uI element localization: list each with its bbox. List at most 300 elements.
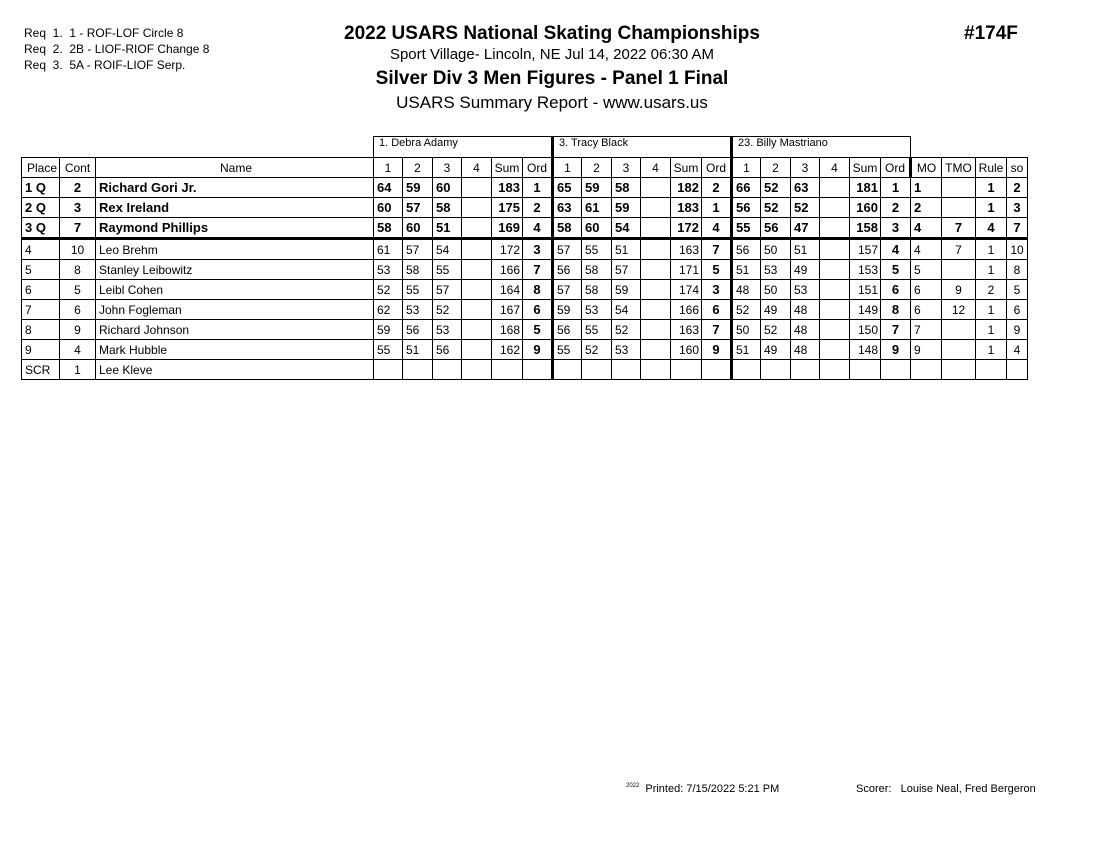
judge-ordinal-cell: 5 bbox=[881, 260, 911, 280]
judge-ordinal-cell: 1 bbox=[702, 198, 732, 218]
judge-score-cell bbox=[641, 300, 671, 320]
judge-name: 3. Tracy Black bbox=[553, 137, 732, 158]
judge-score-cell: 51 bbox=[732, 260, 761, 280]
header-cont: Cont bbox=[60, 158, 96, 178]
tmo-cell: 9 bbox=[942, 280, 976, 300]
mo-cell: 4 bbox=[911, 218, 942, 239]
tmo-cell bbox=[942, 360, 976, 380]
judge-score-cell bbox=[732, 360, 761, 380]
judge-sum-cell: 183 bbox=[671, 198, 702, 218]
judge-score-cell bbox=[820, 260, 850, 280]
header-score-3: 3 bbox=[433, 158, 462, 178]
judge-score-cell bbox=[820, 280, 850, 300]
event-title: Silver Div 3 Men Figures - Panel 1 Final bbox=[375, 68, 729, 89]
header-ord: Ord bbox=[702, 158, 732, 178]
printed-timestamp bbox=[626, 783, 779, 795]
place-cell: 1 Q bbox=[22, 178, 60, 198]
place-cell: 2 Q bbox=[22, 198, 60, 218]
judge-score-cell: 60 bbox=[374, 198, 403, 218]
skater-name-cell: Richard Johnson bbox=[96, 320, 374, 340]
tmo-cell bbox=[942, 340, 976, 360]
results-table bbox=[21, 136, 1028, 380]
judge-score-cell bbox=[641, 218, 671, 239]
cont-cell: 5 bbox=[60, 280, 96, 300]
judge-score-cell: 58 bbox=[553, 218, 582, 239]
column-header-row bbox=[22, 158, 1028, 178]
judge-ordinal-cell: 2 bbox=[523, 198, 553, 218]
header-score-2: 2 bbox=[582, 158, 612, 178]
judge-score-cell: 58 bbox=[612, 178, 641, 198]
place-cell: 5 bbox=[22, 260, 60, 280]
judge-score-cell: 52 bbox=[791, 198, 820, 218]
so-cell: 6 bbox=[1007, 300, 1028, 320]
judge-score-cell: 59 bbox=[374, 320, 403, 340]
judge-score-cell: 61 bbox=[374, 239, 403, 260]
header-score-1: 1 bbox=[732, 158, 761, 178]
judge-score-cell: 55 bbox=[553, 340, 582, 360]
judge-sum-cell: 171 bbox=[671, 260, 702, 280]
footer-code: 2022 bbox=[626, 783, 640, 790]
judge-ordinal-cell: 9 bbox=[702, 340, 732, 360]
judge-ordinal-cell: 7 bbox=[702, 239, 732, 260]
judge-score-cell bbox=[462, 360, 492, 380]
championship-title: 2022 USARS National Skating Championships bbox=[344, 23, 760, 44]
judge-score-cell: 56 bbox=[403, 320, 433, 340]
judge-sum-cell: 160 bbox=[671, 340, 702, 360]
judge-score-cell bbox=[462, 198, 492, 218]
table-row bbox=[22, 360, 1028, 380]
header-sum: Sum bbox=[671, 158, 702, 178]
judge-score-cell: 50 bbox=[732, 320, 761, 340]
requirement-2: Req 2. 2B - LIOF-RIOF Change 8 bbox=[24, 42, 210, 56]
judge-score-cell: 53 bbox=[433, 320, 462, 340]
judge-ordinal-cell bbox=[523, 360, 553, 380]
judge-sum-cell: 163 bbox=[671, 239, 702, 260]
header-rule: Rule bbox=[976, 158, 1007, 178]
header-name: Name bbox=[96, 158, 374, 178]
judge-sum-cell: 158 bbox=[850, 218, 881, 239]
table-row bbox=[22, 280, 1028, 300]
judge-ordinal-cell: 8 bbox=[523, 280, 553, 300]
judge-sum-cell: 149 bbox=[850, 300, 881, 320]
judge-sum-cell: 174 bbox=[671, 280, 702, 300]
judge-score-cell: 48 bbox=[791, 300, 820, 320]
mo-cell: 6 bbox=[911, 280, 942, 300]
judge-score-cell bbox=[462, 239, 492, 260]
judge-ordinal-cell: 7 bbox=[702, 320, 732, 340]
judge-score-cell: 63 bbox=[791, 178, 820, 198]
judge-score-cell: 57 bbox=[553, 239, 582, 260]
judge-score-cell: 52 bbox=[761, 178, 791, 198]
cont-cell: 2 bbox=[60, 178, 96, 198]
skater-name-cell: Raymond Phillips bbox=[96, 218, 374, 239]
judge-score-cell: 52 bbox=[433, 300, 462, 320]
header-score-3: 3 bbox=[791, 158, 820, 178]
judge-score-cell bbox=[462, 340, 492, 360]
judge-score-cell: 53 bbox=[612, 340, 641, 360]
judge-ordinal-cell: 3 bbox=[881, 218, 911, 239]
judge-score-cell: 50 bbox=[761, 280, 791, 300]
judge-score-cell: 51 bbox=[433, 218, 462, 239]
judge-score-cell bbox=[641, 239, 671, 260]
judge-sum-cell: 169 bbox=[492, 218, 523, 239]
judge-score-cell: 51 bbox=[791, 239, 820, 260]
header-score-2: 2 bbox=[761, 158, 791, 178]
table-row bbox=[22, 178, 1028, 198]
judge-score-cell bbox=[820, 178, 850, 198]
table-row bbox=[22, 320, 1028, 340]
judge-name: 1. Debra Adamy bbox=[374, 137, 553, 158]
so-cell: 8 bbox=[1007, 260, 1028, 280]
tmo-cell bbox=[942, 260, 976, 280]
judge-score-cell: 58 bbox=[582, 280, 612, 300]
judge-score-cell: 62 bbox=[374, 300, 403, 320]
judge-score-cell bbox=[462, 178, 492, 198]
judge-score-cell: 49 bbox=[761, 340, 791, 360]
judge-score-cell: 53 bbox=[582, 300, 612, 320]
judge-ordinal-cell: 7 bbox=[881, 320, 911, 340]
judge-score-cell: 53 bbox=[403, 300, 433, 320]
judge-sum-cell: 160 bbox=[850, 198, 881, 218]
judge-score-cell: 54 bbox=[612, 218, 641, 239]
judge-score-cell: 57 bbox=[553, 280, 582, 300]
judge-score-cell: 56 bbox=[761, 218, 791, 239]
judge-ordinal-cell: 2 bbox=[702, 178, 732, 198]
skater-name-cell: John Fogleman bbox=[96, 300, 374, 320]
venue-date: Sport Village- Lincoln, NE Jul 14, 2022 06:30 AM bbox=[389, 46, 715, 63]
judge-sum-cell: 157 bbox=[850, 239, 881, 260]
judge-score-cell: 56 bbox=[553, 320, 582, 340]
mo-cell: 1 bbox=[911, 178, 942, 198]
judge-score-cell: 64 bbox=[374, 178, 403, 198]
judge-score-cell: 52 bbox=[582, 340, 612, 360]
place-cell: 3 Q bbox=[22, 218, 60, 239]
judge-score-cell bbox=[641, 198, 671, 218]
judge-score-cell: 56 bbox=[433, 340, 462, 360]
header-score-3: 3 bbox=[612, 158, 641, 178]
header-sum: Sum bbox=[850, 158, 881, 178]
judge-score-cell bbox=[641, 280, 671, 300]
judge-score-cell: 53 bbox=[761, 260, 791, 280]
judge-score-cell bbox=[820, 360, 850, 380]
judge-score-cell: 47 bbox=[791, 218, 820, 239]
judge-ordinal-cell: 9 bbox=[881, 340, 911, 360]
judge-score-cell: 60 bbox=[403, 218, 433, 239]
judge-score-cell: 59 bbox=[553, 300, 582, 320]
cont-cell: 3 bbox=[60, 198, 96, 218]
judge-score-cell: 63 bbox=[553, 198, 582, 218]
so-cell: 2 bbox=[1007, 178, 1028, 198]
header-mo: MO bbox=[911, 158, 942, 178]
rule-cell bbox=[976, 360, 1007, 380]
judge-ordinal-cell bbox=[881, 360, 911, 380]
printed-text: Printed: 7/15/2022 5:21 PM bbox=[645, 783, 780, 795]
header-ord: Ord bbox=[523, 158, 553, 178]
header-score-4: 4 bbox=[641, 158, 671, 178]
mo-cell: 5 bbox=[911, 260, 942, 280]
report-subtitle: USARS Summary Report - www.usars.us bbox=[396, 93, 708, 112]
judge-score-cell: 56 bbox=[553, 260, 582, 280]
judge-score-cell: 55 bbox=[582, 320, 612, 340]
so-cell: 5 bbox=[1007, 280, 1028, 300]
judge-ordinal-cell: 5 bbox=[523, 320, 553, 340]
judge-score-cell: 53 bbox=[791, 280, 820, 300]
judge-score-cell: 52 bbox=[374, 280, 403, 300]
judge-score-cell bbox=[553, 360, 582, 380]
place-cell: 9 bbox=[22, 340, 60, 360]
judge-ordinal-cell: 1 bbox=[881, 178, 911, 198]
header-ord: Ord bbox=[881, 158, 911, 178]
cont-cell: 4 bbox=[60, 340, 96, 360]
judge-ordinal-cell: 3 bbox=[702, 280, 732, 300]
judge-score-cell: 55 bbox=[403, 280, 433, 300]
judge-score-cell: 58 bbox=[433, 198, 462, 218]
tmo-cell bbox=[942, 198, 976, 218]
judge-score-cell bbox=[641, 340, 671, 360]
judge-sum-cell: 151 bbox=[850, 280, 881, 300]
judge-score-cell: 58 bbox=[582, 260, 612, 280]
judge-score-cell: 57 bbox=[403, 198, 433, 218]
rule-cell: 1 bbox=[976, 178, 1007, 198]
judge-ordinal-cell: 7 bbox=[523, 260, 553, 280]
judge-score-cell: 59 bbox=[612, 280, 641, 300]
mo-cell: 9 bbox=[911, 340, 942, 360]
judge-score-cell: 59 bbox=[403, 178, 433, 198]
judge-sum-cell: 148 bbox=[850, 340, 881, 360]
header-so: so bbox=[1007, 158, 1028, 178]
skater-name-cell: Stanley Leibowitz bbox=[96, 260, 374, 280]
so-cell: 10 bbox=[1007, 239, 1028, 260]
judge-sum-cell: 166 bbox=[671, 300, 702, 320]
place-cell: SCR bbox=[22, 360, 60, 380]
judge-score-cell bbox=[820, 239, 850, 260]
rule-cell: 1 bbox=[976, 320, 1007, 340]
judge-score-cell: 60 bbox=[582, 218, 612, 239]
judge-score-cell bbox=[820, 218, 850, 239]
so-cell: 7 bbox=[1007, 218, 1028, 239]
judge-ordinal-cell: 3 bbox=[523, 239, 553, 260]
judge-score-cell bbox=[820, 340, 850, 360]
rule-cell: 1 bbox=[976, 198, 1007, 218]
judge-ordinal-cell: 6 bbox=[523, 300, 553, 320]
judge-score-cell bbox=[433, 360, 462, 380]
judge-sum-cell: 167 bbox=[492, 300, 523, 320]
judge-score-cell: 56 bbox=[732, 198, 761, 218]
tmo-cell bbox=[942, 178, 976, 198]
rule-cell: 1 bbox=[976, 300, 1007, 320]
header-score-1: 1 bbox=[374, 158, 403, 178]
judge-score-cell: 58 bbox=[403, 260, 433, 280]
judge-score-cell: 48 bbox=[791, 340, 820, 360]
requirement-1: Req 1. 1 - ROF-LOF Circle 8 bbox=[24, 26, 184, 40]
skater-name-cell: Richard Gori Jr. bbox=[96, 178, 374, 198]
judge-score-cell bbox=[641, 320, 671, 340]
cont-cell: 7 bbox=[60, 218, 96, 239]
table-row bbox=[22, 198, 1028, 218]
judge-ordinal-cell: 6 bbox=[881, 280, 911, 300]
judge-score-cell bbox=[820, 198, 850, 218]
judge-sum-cell bbox=[850, 360, 881, 380]
judge-score-cell bbox=[641, 260, 671, 280]
judge-ordinal-cell: 2 bbox=[881, 198, 911, 218]
judge-score-cell: 51 bbox=[732, 340, 761, 360]
rule-cell: 1 bbox=[976, 340, 1007, 360]
judge-ordinal-cell: 1 bbox=[523, 178, 553, 198]
skater-name-cell: Leibl Cohen bbox=[96, 280, 374, 300]
mo-cell: 2 bbox=[911, 198, 942, 218]
tmo-cell bbox=[942, 320, 976, 340]
rule-cell: 1 bbox=[976, 260, 1007, 280]
cont-cell: 10 bbox=[60, 239, 96, 260]
judge-ordinal-cell: 4 bbox=[702, 218, 732, 239]
header-place: Place bbox=[22, 158, 60, 178]
judge-score-cell: 55 bbox=[732, 218, 761, 239]
mo-cell: 7 bbox=[911, 320, 942, 340]
judge-score-cell: 52 bbox=[612, 320, 641, 340]
judge-score-cell bbox=[374, 360, 403, 380]
skater-name-cell: Mark Hubble bbox=[96, 340, 374, 360]
cont-cell: 6 bbox=[60, 300, 96, 320]
header-tmo: TMO bbox=[942, 158, 976, 178]
header-score-4: 4 bbox=[820, 158, 850, 178]
table-row bbox=[22, 218, 1028, 239]
judge-score-cell: 48 bbox=[732, 280, 761, 300]
judge-ordinal-cell bbox=[702, 360, 732, 380]
judge-sum-cell: 182 bbox=[671, 178, 702, 198]
mo-cell: 4 bbox=[911, 239, 942, 260]
judge-score-cell bbox=[820, 320, 850, 340]
judge-score-cell: 49 bbox=[761, 300, 791, 320]
judge-score-cell bbox=[641, 178, 671, 198]
so-cell bbox=[1007, 360, 1028, 380]
judge-score-cell: 57 bbox=[433, 280, 462, 300]
judge-score-cell bbox=[462, 320, 492, 340]
judge-ordinal-cell: 6 bbox=[702, 300, 732, 320]
judge-name: 23. Billy Mastriano bbox=[732, 137, 911, 158]
judge-score-cell: 52 bbox=[732, 300, 761, 320]
judge-score-cell bbox=[403, 360, 433, 380]
skater-name-cell: Rex Ireland bbox=[96, 198, 374, 218]
cont-cell: 9 bbox=[60, 320, 96, 340]
table-row bbox=[22, 260, 1028, 280]
judge-sum-cell: 153 bbox=[850, 260, 881, 280]
judge-ordinal-cell: 9 bbox=[523, 340, 553, 360]
judge-score-cell: 49 bbox=[791, 260, 820, 280]
judge-sum-cell: 175 bbox=[492, 198, 523, 218]
judge-ordinal-cell: 5 bbox=[702, 260, 732, 280]
rule-cell: 4 bbox=[976, 218, 1007, 239]
judge-score-cell: 57 bbox=[612, 260, 641, 280]
judge-ordinal-cell: 4 bbox=[881, 239, 911, 260]
judge-score-cell bbox=[820, 300, 850, 320]
judge-sum-cell: 150 bbox=[850, 320, 881, 340]
judge-sum-cell: 166 bbox=[492, 260, 523, 280]
judge-score-cell: 57 bbox=[403, 239, 433, 260]
judge-score-cell: 59 bbox=[582, 178, 612, 198]
judge-score-cell: 56 bbox=[732, 239, 761, 260]
skater-name-cell: Leo Brehm bbox=[96, 239, 374, 260]
judge-score-cell bbox=[462, 260, 492, 280]
requirement-3: Req 3. 5A - ROIF-LIOF Serp. bbox=[24, 58, 186, 72]
judge-score-cell bbox=[462, 300, 492, 320]
judge-sum-cell: 162 bbox=[492, 340, 523, 360]
judge-score-cell: 53 bbox=[374, 260, 403, 280]
header-sum: Sum bbox=[492, 158, 523, 178]
judge-sum-cell: 183 bbox=[492, 178, 523, 198]
so-cell: 4 bbox=[1007, 340, 1028, 360]
judge-sum-cell bbox=[671, 360, 702, 380]
report-header bbox=[330, 22, 774, 114]
judge-score-cell: 61 bbox=[582, 198, 612, 218]
judge-sum-cell: 172 bbox=[492, 239, 523, 260]
judge-score-cell: 50 bbox=[761, 239, 791, 260]
place-cell: 6 bbox=[22, 280, 60, 300]
judge-score-cell bbox=[641, 360, 671, 380]
judge-score-cell: 59 bbox=[612, 198, 641, 218]
mo-cell: 6 bbox=[911, 300, 942, 320]
judge-sum-cell: 181 bbox=[850, 178, 881, 198]
tmo-cell: 7 bbox=[942, 218, 976, 239]
judge-ordinal-cell: 8 bbox=[881, 300, 911, 320]
tmo-cell: 12 bbox=[942, 300, 976, 320]
judge-score-cell: 54 bbox=[612, 300, 641, 320]
judge-score-cell: 48 bbox=[791, 320, 820, 340]
header-score-1: 1 bbox=[553, 158, 582, 178]
cont-cell: 8 bbox=[60, 260, 96, 280]
judge-score-cell: 52 bbox=[761, 198, 791, 218]
judge-sum-cell bbox=[492, 360, 523, 380]
event-number: #174F bbox=[964, 23, 1018, 44]
skater-name-cell: Lee Kleve bbox=[96, 360, 374, 380]
so-cell: 3 bbox=[1007, 198, 1028, 218]
judge-score-cell: 55 bbox=[374, 340, 403, 360]
mo-cell bbox=[911, 360, 942, 380]
table-row bbox=[22, 340, 1028, 360]
judge-sum-cell: 164 bbox=[492, 280, 523, 300]
judge-sum-cell: 163 bbox=[671, 320, 702, 340]
judge-score-cell bbox=[791, 360, 820, 380]
judge-score-cell bbox=[582, 360, 612, 380]
table-row bbox=[22, 300, 1028, 320]
judge-score-cell bbox=[462, 218, 492, 239]
judge-score-cell: 52 bbox=[761, 320, 791, 340]
judge-score-cell: 55 bbox=[433, 260, 462, 280]
scorer-names: Scorer: Louise Neal, Fred Bergeron bbox=[856, 783, 1036, 795]
tmo-cell: 7 bbox=[942, 239, 976, 260]
judge-score-cell: 55 bbox=[582, 239, 612, 260]
judge-ordinal-cell: 4 bbox=[523, 218, 553, 239]
table-row bbox=[22, 239, 1028, 260]
judge-sum-cell: 172 bbox=[671, 218, 702, 239]
judge-sum-cell: 168 bbox=[492, 320, 523, 340]
judge-score-cell: 66 bbox=[732, 178, 761, 198]
judge-score-cell: 65 bbox=[553, 178, 582, 198]
header-score-4: 4 bbox=[462, 158, 492, 178]
rule-cell: 2 bbox=[976, 280, 1007, 300]
so-cell: 9 bbox=[1007, 320, 1028, 340]
place-cell: 8 bbox=[22, 320, 60, 340]
cont-cell: 1 bbox=[60, 360, 96, 380]
rule-cell: 1 bbox=[976, 239, 1007, 260]
judge-score-cell bbox=[462, 280, 492, 300]
header-score-2: 2 bbox=[403, 158, 433, 178]
judge-score-cell bbox=[761, 360, 791, 380]
judge-score-cell: 58 bbox=[374, 218, 403, 239]
requirements-list bbox=[24, 25, 209, 73]
judge-score-cell: 54 bbox=[433, 239, 462, 260]
judge-score-cell: 51 bbox=[612, 239, 641, 260]
judge-score-cell: 60 bbox=[433, 178, 462, 198]
